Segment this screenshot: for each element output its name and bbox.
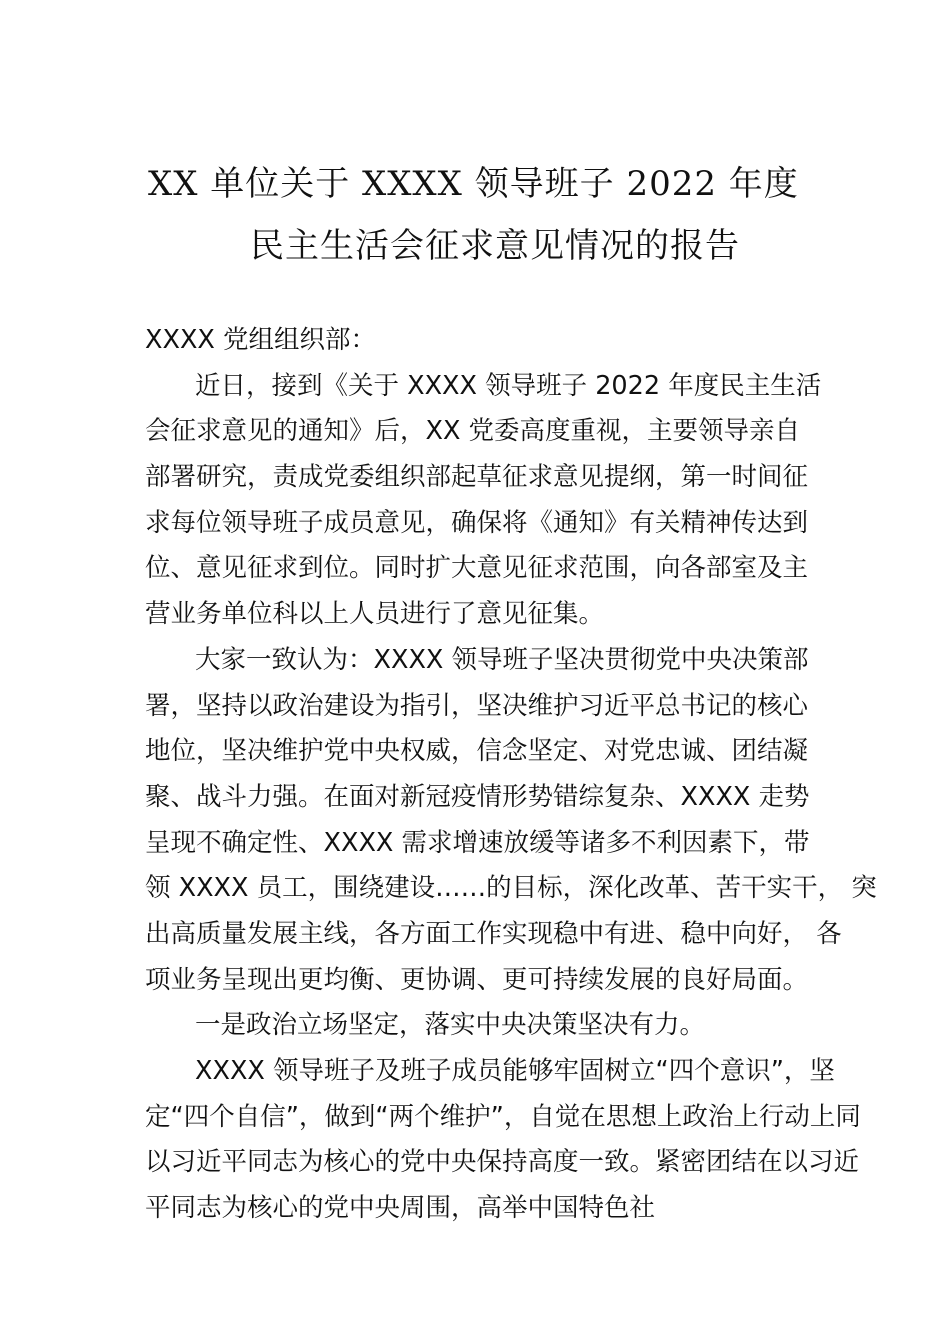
salutation-text: XXXX 党组组织部： <box>145 325 376 355</box>
paragraph-line: 近日，接到《关于 XXXX 领导班子 2022 年度民主生活 <box>195 370 822 401</box>
paragraph-line: 以习近平同志为核心的党中央保持高度一致。紧密团结在以习近 <box>145 1147 860 1178</box>
paragraph-line: 定“四个自信”，做到“两个维护”，自觉在思想上政治上行动上同 <box>145 1101 861 1132</box>
document-title-line-2: 民主生活会征求意见情况的报告 <box>250 226 740 266</box>
paragraph-line: 署，坚持以政治建设为指引，坚决维护习近平总书记的核心 <box>145 690 809 721</box>
paragraph-line: 出高质量发展主线，各方面工作实现稳中有进、稳中向好， 各 <box>145 918 842 949</box>
paragraph-line: 位、意见征求到位。同时扩大意见征求范围，向各部室及主 <box>145 553 809 584</box>
paragraph-line: 项业务呈现出更均衡、更协调、更可持续发展的良好局面。 <box>145 964 809 995</box>
paragraph-line: 求每位领导班子成员意见，确保将《通知》有关精神传达到 <box>145 507 809 538</box>
paragraph-line: 地位，坚决维护党中央权威，信念坚定、对党忠诚、团结凝 <box>145 736 809 767</box>
paragraph-line: 部署研究，责成党委组织部起草征求意见提纲，第一时间征 <box>145 462 809 493</box>
paragraph-line: XXXX 领导班子及班子成员能够牢固树立“四个意识”，坚 <box>195 1056 835 1086</box>
salutation <box>145 318 835 364</box>
document-body <box>145 318 877 1232</box>
paragraph-line: 领 XXXX 员工，围绕建设……的目标，深化改革、苦干实干， 突 <box>145 873 877 904</box>
paragraph-line: 一是政治立场坚定，落实中央决策坚决有力。 <box>195 1010 706 1041</box>
paragraph-line: 营业务单位科以上人员进行了意见征集。 <box>145 599 605 630</box>
paragraph-line: 呈现不确定性、XXXX 需求增速放缓等诸多不利因素下，带 <box>145 827 810 858</box>
paragraph-1 <box>145 364 835 638</box>
paragraph-4 <box>145 1049 861 1232</box>
paragraph-3 <box>145 1003 835 1049</box>
document-title-line-1: XX 单位关于 XXXX 领导班子 2022 年度 <box>148 164 799 204</box>
paragraph-line: 会征求意见的通知》后，XX 党委高度重视，主要领导亲自 <box>145 416 801 447</box>
paragraph-2 <box>145 638 877 1004</box>
paragraph-line: 大家一致认为：XXXX 领导班子坚决贯彻党中央决策部 <box>195 644 809 675</box>
paragraph-line: 平同志为核心的党中央周围，高举中国特色社 <box>145 1193 656 1224</box>
paragraph-line: 聚、战斗力强。在面对新冠疫情形势错综复杂、XXXX 走势 <box>145 781 810 812</box>
